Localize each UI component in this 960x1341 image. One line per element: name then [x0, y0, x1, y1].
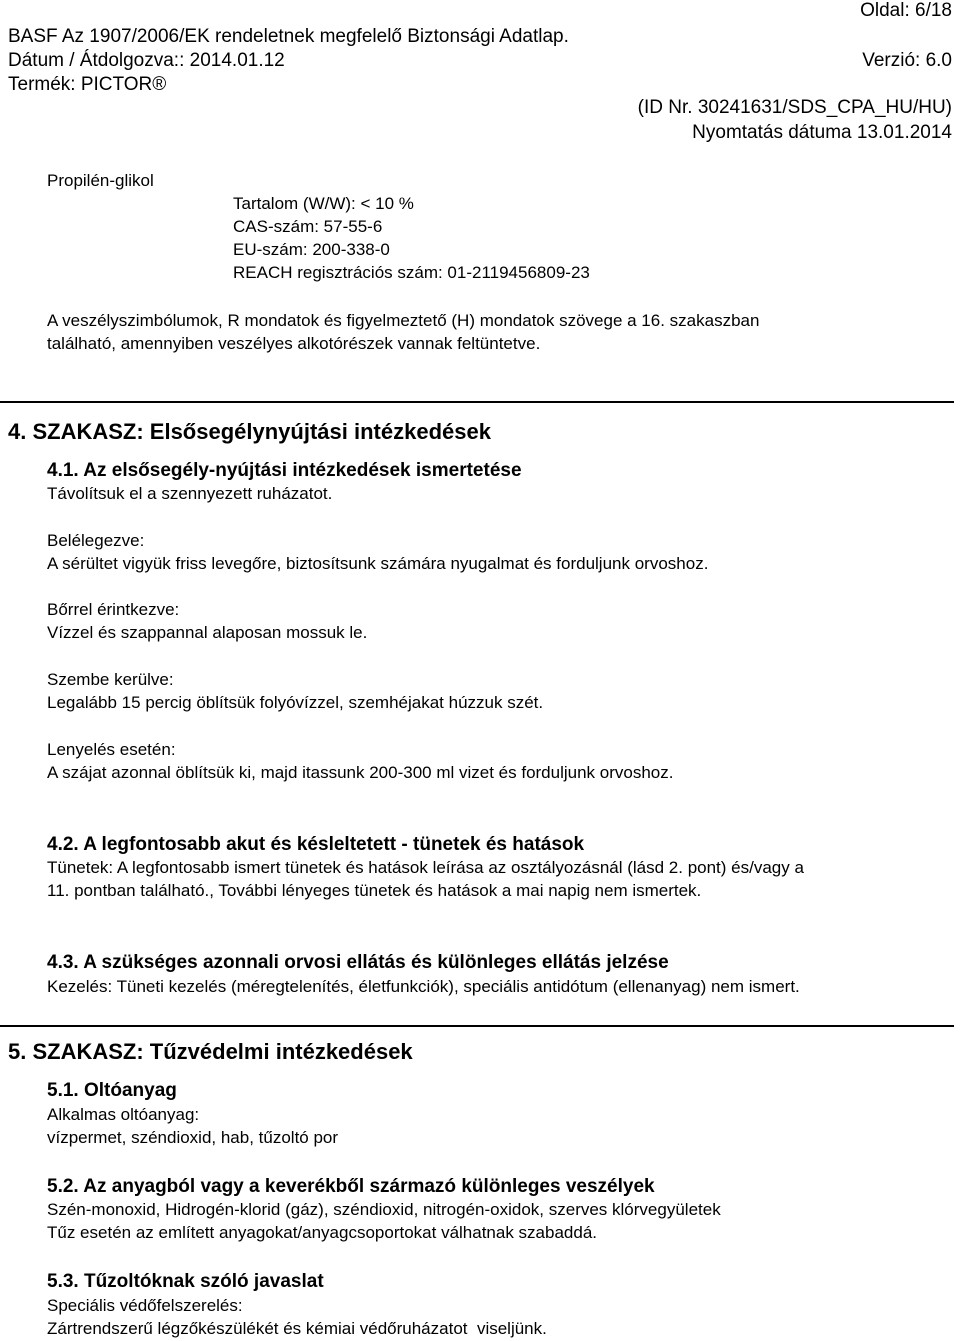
- section53-title: 5.3. Tűzoltóknak szóló javaslat: [47, 1271, 324, 1292]
- section43-text: Kezelés: Tüneti kezelés (méregtelenítés, életfunkciók), speciális antidótum (ellenanyag) nem ismert.: [47, 977, 800, 996]
- section42-title: 4.2. A legfontosabb akut és késleltetett - tünetek és hatások: [47, 834, 585, 855]
- hazard-note-line1: A veszélyszimbólumok, R mondatok és figyelmeztető (H) mondatok szövege a 16. szakaszban: [47, 311, 760, 330]
- print-date: Nyomtatás dátuma 13.01.2014: [692, 122, 952, 143]
- ingestion-label: Lenyelés esetén:: [47, 740, 176, 759]
- eye-label: Szembe kerülve:: [47, 670, 174, 689]
- ingestion-text: A szájat azonnal öblítsük ki, majd itassunk 200-300 ml vizet és forduljunk orvoshoz.: [47, 763, 674, 782]
- revision-date: Dátum / Átdolgozva:: 2014.01.12: [8, 50, 285, 71]
- skin-label: Bőrrel érintkezve:: [47, 600, 180, 619]
- extinguishing-label: Alkalmas oltóanyag:: [47, 1105, 200, 1124]
- section52-title: 5.2. Az anyagból vagy a keverékből származó különleges veszélyek: [47, 1176, 655, 1197]
- protective-equipment-label: Speciális védőfelszerelés:: [47, 1296, 243, 1315]
- page-number: Oldal: 6/18: [860, 0, 952, 21]
- component-name: Propilén-glikol: [47, 171, 154, 190]
- section41-title: 4.1. Az elsősegély-nyújtási intézkedések ismertetése: [47, 460, 522, 481]
- hazard-note-line2: található, amennyiben veszélyes alkotórészek vannak feltüntetve.: [47, 334, 541, 353]
- section4-title: 4. SZAKASZ: Elsősegélynyújtási intézkedések: [8, 419, 491, 444]
- section5-title: 5. SZAKASZ: Tűzvédelmi intézkedések: [8, 1039, 413, 1064]
- section-divider: [0, 401, 954, 403]
- inhalation-label: Belélegezve:: [47, 531, 145, 550]
- version: Verzió: 6.0: [862, 50, 952, 71]
- skin-text: Vízzel és szappannal alaposan mossuk le.: [47, 623, 368, 642]
- protective-equipment-text: Zártrendszerű légzőkészülékét és kémiai védőruházatot viseljünk.: [47, 1319, 547, 1338]
- product-name: Termék: PICTOR®: [8, 74, 167, 95]
- section42-line1: Tünetek: A legfontosabb ismert tünetek és hatások leírása az osztályozásnál (lásd 2. pont) és/vagy a: [47, 858, 804, 877]
- section42-line2: 11. pontban található., További lényeges tünetek és hatások a mai napig nem ismertek.: [47, 881, 702, 900]
- document-id: (ID Nr. 30241631/SDS_CPA_HU/HU): [637, 97, 952, 118]
- section-divider: [0, 1025, 954, 1027]
- section51-title: 5.1. Oltóanyag: [47, 1080, 177, 1101]
- inhalation-text: A sérültet vigyük friss levegőre, biztosítsunk számára nyugalmat és forduljunk orvoshoz.: [47, 554, 709, 573]
- eye-text: Legalább 15 percig öblítsük folyóvízzel, szemhéjakat húzzuk szét.: [47, 693, 544, 712]
- component-cas: CAS-szám: 57-55-6: [233, 217, 383, 236]
- document-title: BASF Az 1907/2006/EK rendeletnek megfelelő Biztonsági Adatlap.: [8, 26, 569, 47]
- component-content: Tartalom (W/W): < 10 %: [233, 194, 414, 213]
- section52-line2: Tűz esetén az említett anyagokat/anyagcsoportokat válhatnak szabaddá.: [47, 1223, 598, 1242]
- component-reach: REACH regisztrációs szám: 01-2119456809-23: [233, 263, 590, 282]
- section52-line1: Szén-monoxid, Hidrogén-klorid (gáz), széndioxid, nitrogén-oxidok, szerves klórvegyületek: [47, 1200, 721, 1219]
- component-eu: EU-szám: 200-338-0: [233, 240, 390, 259]
- first-aid-general: Távolítsuk el a szennyezett ruházatot.: [47, 484, 333, 503]
- extinguishing-text: vízpermet, széndioxid, hab, tűzoltó por: [47, 1128, 339, 1147]
- section43-title: 4.3. A szükséges azonnali orvosi ellátás és különleges ellátás jelzése: [47, 952, 669, 973]
